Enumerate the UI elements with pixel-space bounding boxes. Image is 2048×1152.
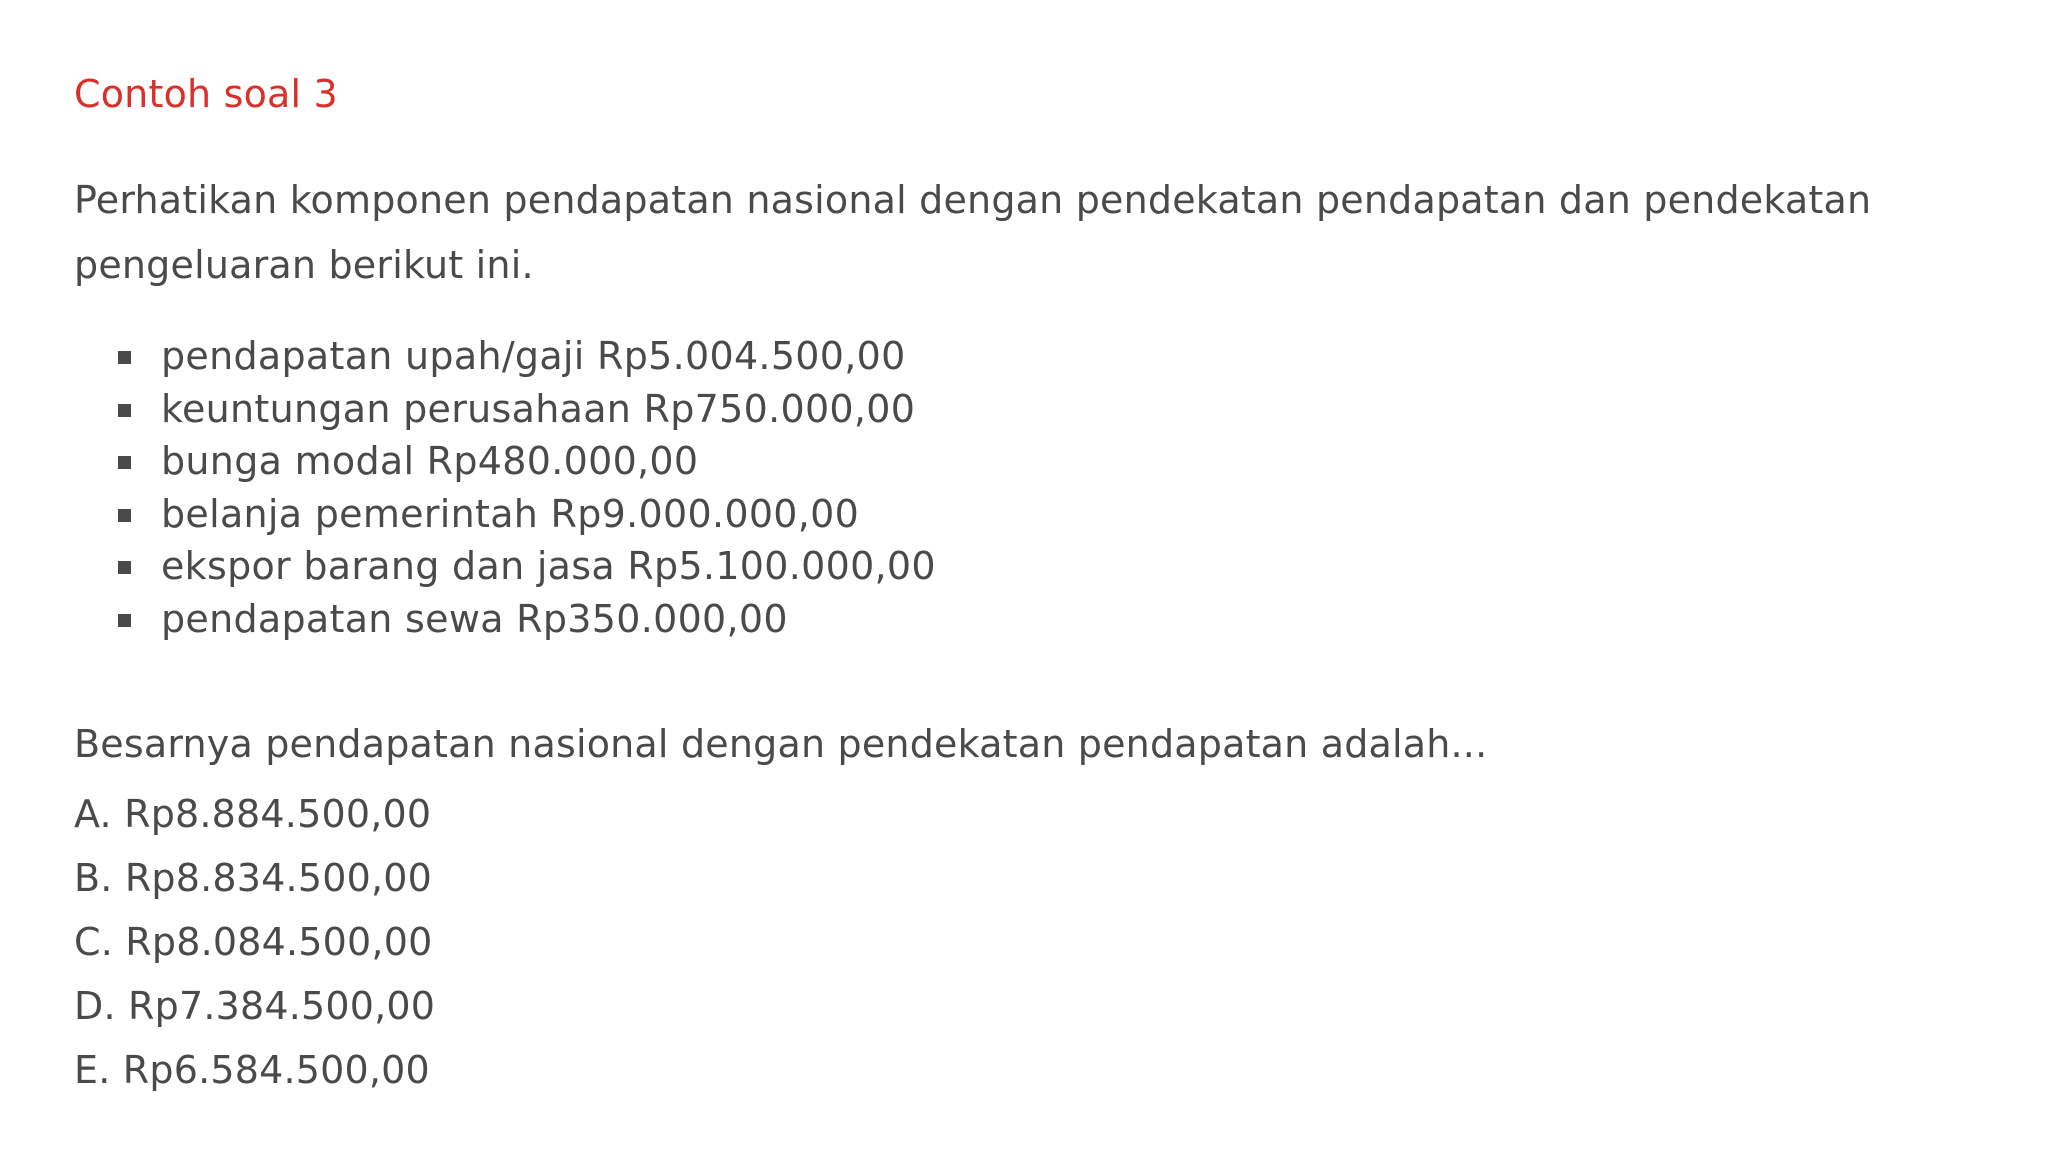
square-bullet-icon [118,509,131,522]
answer-option-d: D. Rp7.384.500,00 [74,984,436,1028]
answer-option-e: E. Rp6.584.500,00 [74,1048,430,1092]
square-bullet-icon [118,351,131,364]
answer-options [74,782,435,1102]
list-item [74,488,936,541]
question-text: Besarnya pendapatan nasional dengan pendekatan pendapatan adalah... [74,722,1488,766]
intro-paragraph: Perhatikan komponen pendapatan nasional dengan pendekatan pendapatan dan pendekatan pengeluaran berikut ini. [74,178,1872,287]
square-bullet-icon [118,561,131,574]
example-heading: Contoh soal 3 [74,72,338,116]
square-bullet-icon [118,404,131,417]
list-item-text: belanja pemerintah Rp9.000.000,00 [161,491,860,536]
square-bullet-icon [118,614,131,627]
answer-option-b: B. Rp8.834.500,00 [74,856,432,900]
list-item [74,330,936,383]
list-item [74,593,936,646]
answer-option-a: A. Rp8.884.500,00 [74,792,432,836]
square-bullet-icon [118,456,131,469]
list-item [74,435,936,488]
list-item-text: keuntungan perusahaan Rp750.000,00 [161,386,916,431]
list-item [74,540,936,593]
list-item-text: pendapatan upah/gaji Rp5.004.500,00 [161,334,906,378]
income-component-list [74,330,936,645]
list-item-text: ekspor barang dan jasa Rp5.100.000,00 [161,544,936,588]
list-item-text: bunga modal Rp480.000,00 [161,439,699,483]
list-item [74,383,936,436]
list-item-text: pendapatan sewa Rp350.000,00 [161,596,788,641]
answer-option-c: C. Rp8.084.500,00 [74,920,433,964]
